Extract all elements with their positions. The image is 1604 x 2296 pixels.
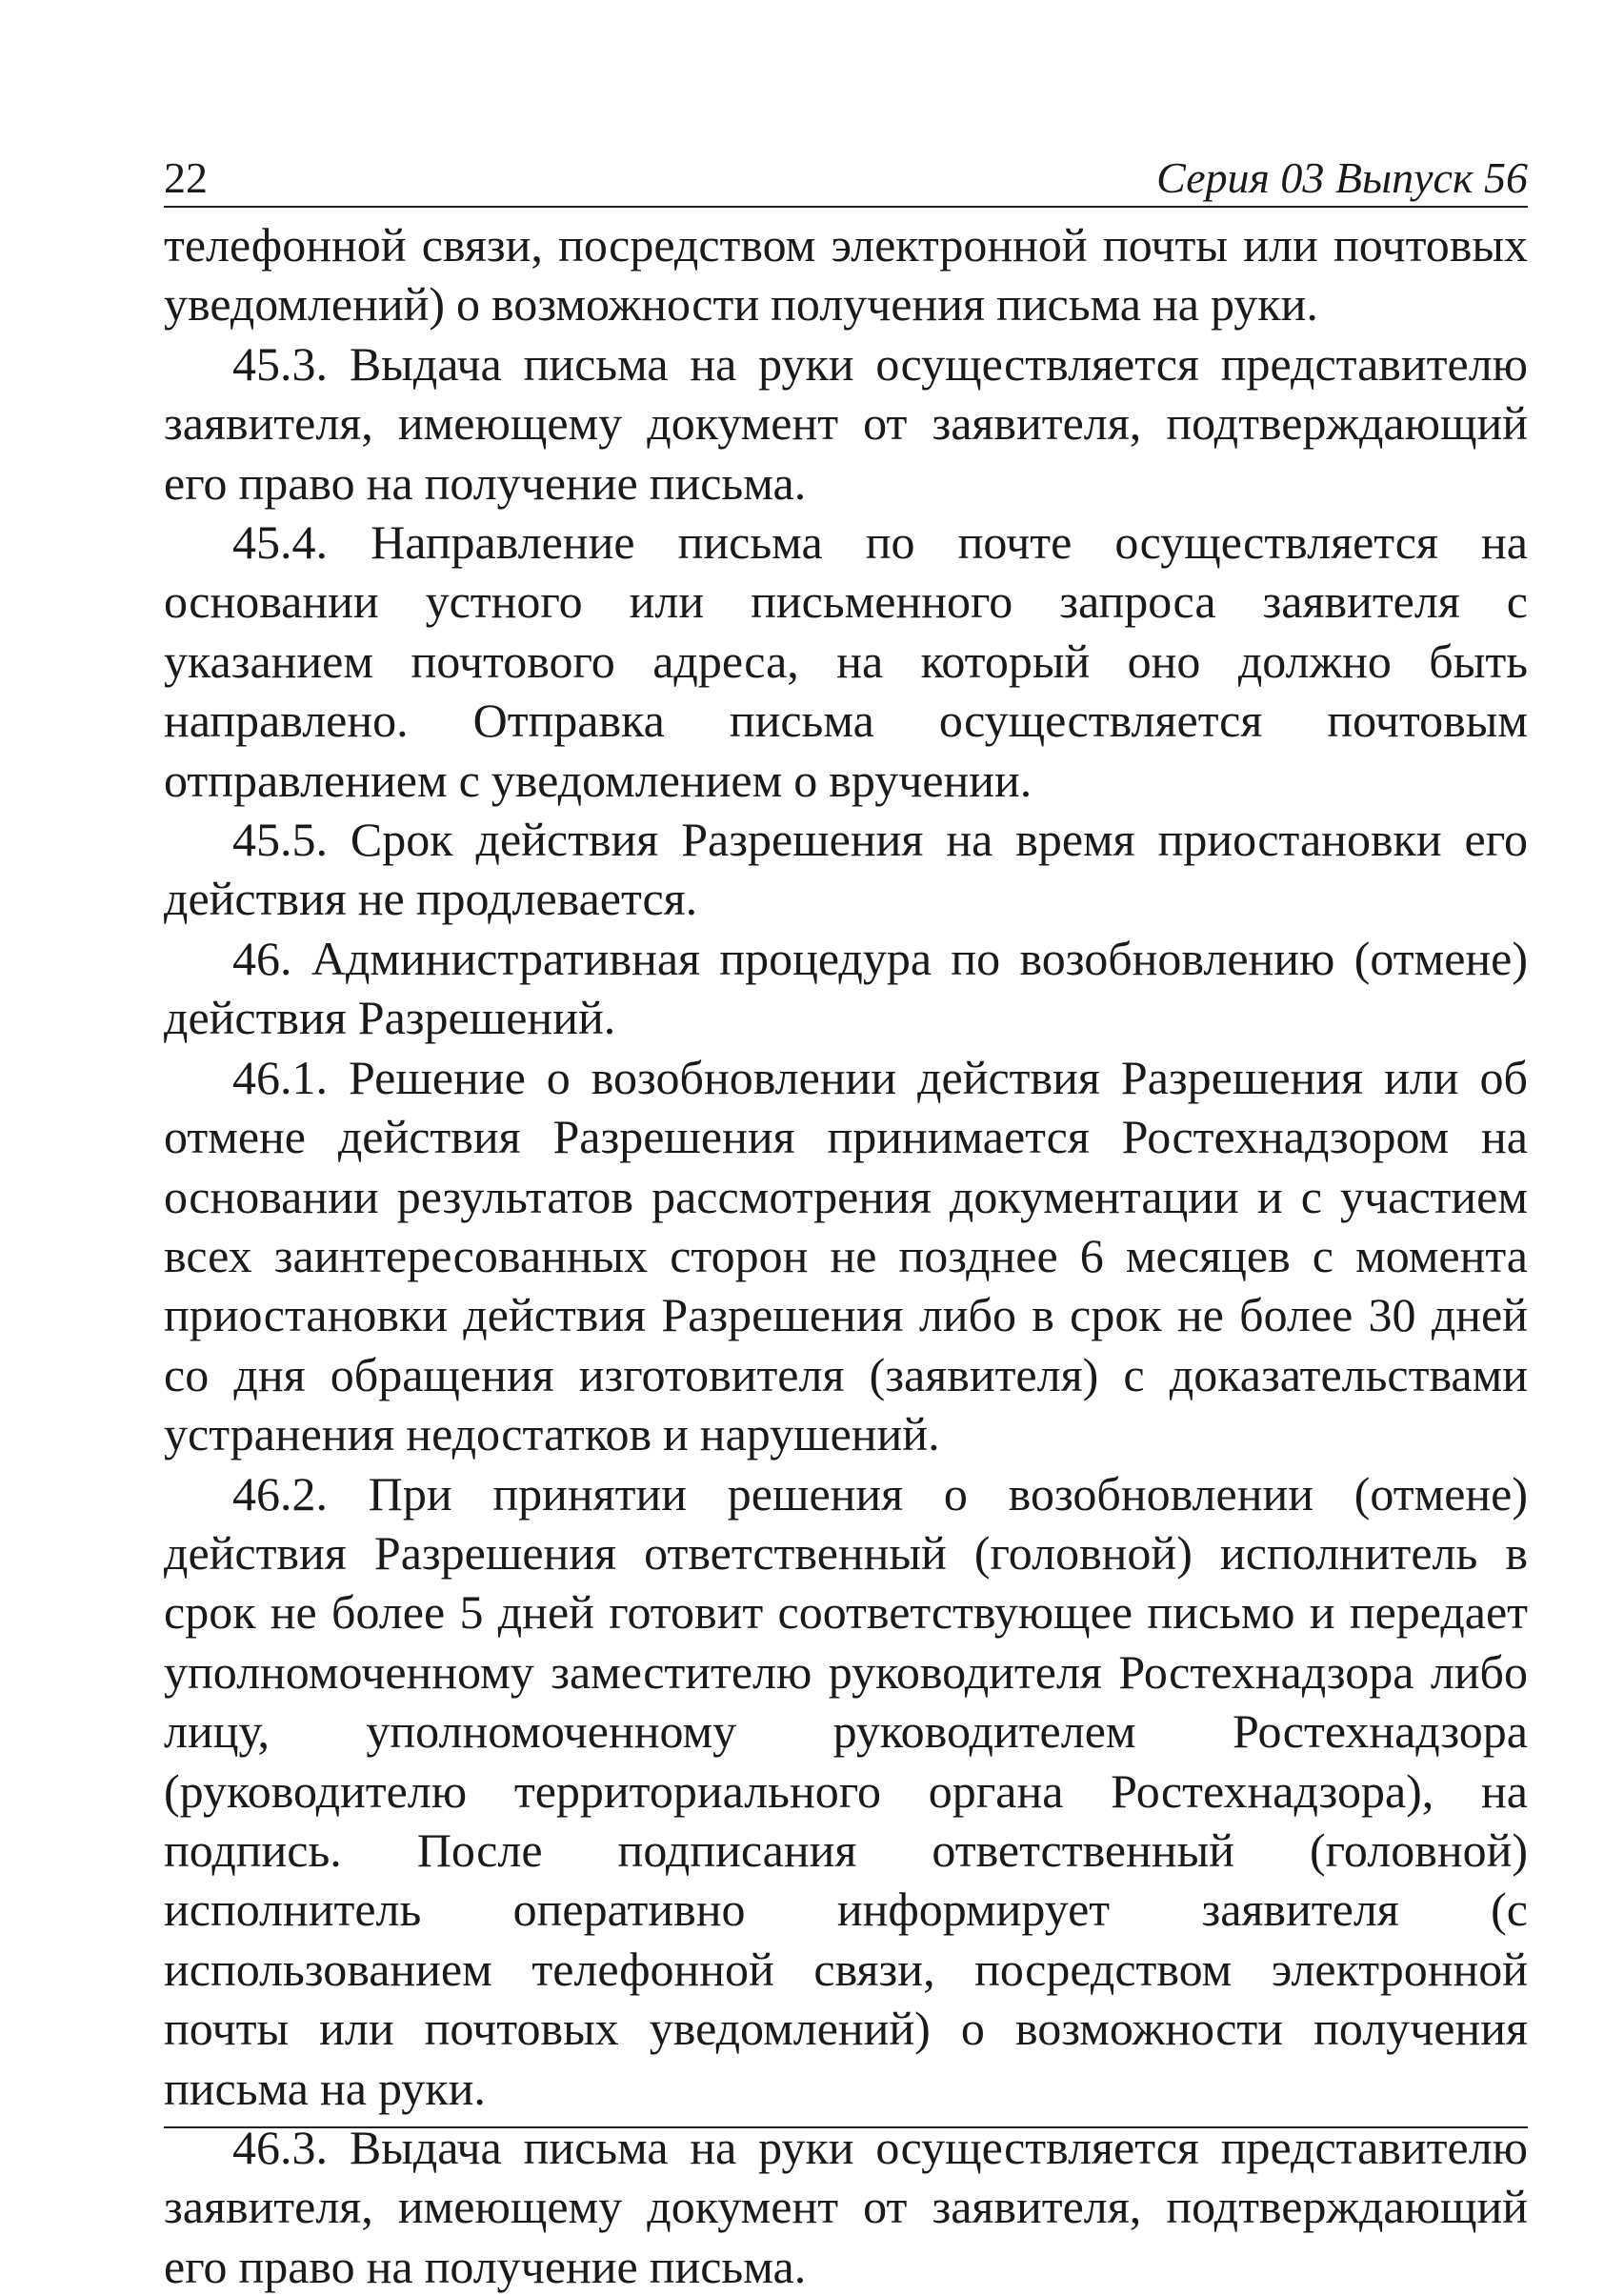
paragraph-46: 46. Административная процедура по возобновлению (отмене) действия Разрешений. xyxy=(164,931,1528,1045)
series-title: Серия 03 Выпуск 56 xyxy=(1156,153,1528,202)
page-number: 22 xyxy=(164,153,208,202)
paragraph-46-3: 46.3. Выдача письма на руки осуществляется представителю заявителя, имеющему документ от заявителя, подтверждающий его право на получение письма. xyxy=(164,2121,1528,2293)
paragraph-continuation: телефонной связи, посредством электронной почты или почтовых уведомлений) о возможности получения письма на руки. xyxy=(164,218,1528,332)
paragraph-45-5: 45.5. Срок действия Разрешения на время приостановки его действия не продлевается. xyxy=(164,813,1528,926)
paragraph-45-4: 45.4. Направление письма по почте осуществляется на основании устного или письменного запроса заявителя с указанием почтового адреса, на который оно должно быть направлено. Отправка письма осуществляется почтовым отправлением с уведомлением о вручении. xyxy=(164,515,1528,807)
running-header xyxy=(164,143,1528,208)
paragraph-45-3: 45.3. Выдача письма на руки осуществляется представителю заявителя, имеющему документ от заявителя, подтверждающий его право на получение письма. xyxy=(164,336,1528,510)
paragraph-46-2: 46.2. При принятии решения о возобновлении (отмене) действия Разрешения ответственный (головной) исполнитель в срок не более 5 дней готовит соответствующее письмо и передает уполномоченному заместителю руководителя Ростехнадзора либо лицу, уполномоченному руководителем Ростехнадзора (руководителю территориального органа Ростехнадзора), на подпись. После подписания ответственный (головной) исполнитель оперативно информирует заявителя (с использованием телефонной связи, посредством электронной почты или почтовых уведомлений) о возможности получения письма на руки. xyxy=(164,1466,1528,2115)
paragraph-46-1: 46.1. Решение о возобновлении действия Разрешения или об отмене действия Разрешения принимается Ростехнадзором на основании результатов рассмотрения документации и с участием всех заинтересованных сторон не позднее 6 месяцев с момента приостановки действия Разрешения либо в срок не более 30 дней со дня обращения изготовителя (заявителя) с доказательствами устранения недостатков и нарушений. xyxy=(164,1050,1528,1461)
document-page xyxy=(164,143,1528,2296)
footer-rule xyxy=(164,2126,1528,2128)
body-text xyxy=(164,215,1528,2296)
